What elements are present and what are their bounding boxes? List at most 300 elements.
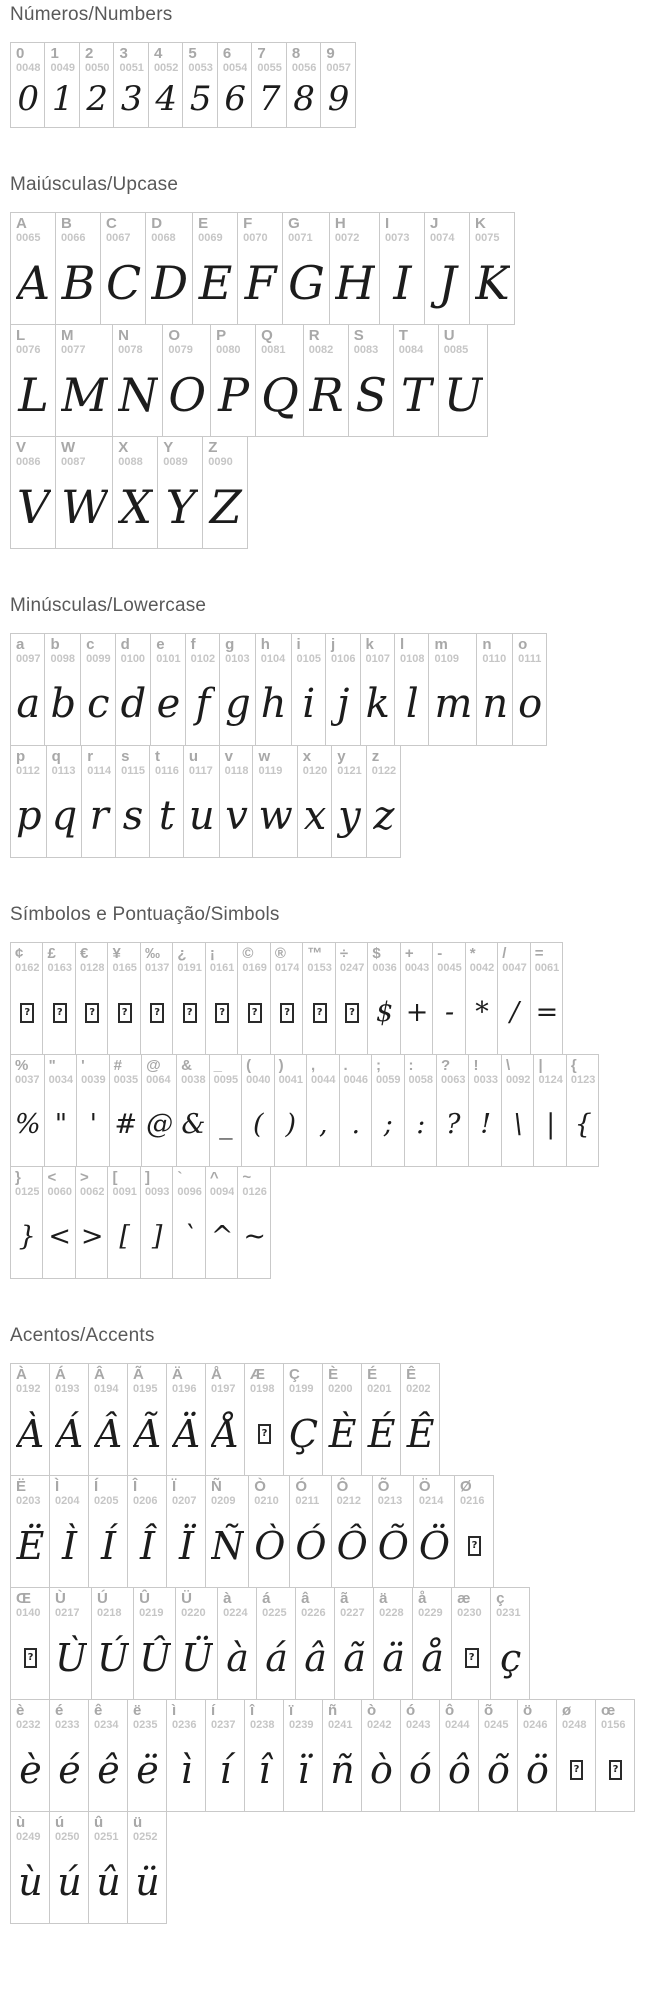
char-cell xyxy=(166,1363,206,1476)
char-cell xyxy=(88,1363,128,1476)
char-cell xyxy=(55,436,113,549)
char-glyph: 5 xyxy=(189,79,212,120)
char-label: 5 xyxy=(188,45,197,62)
char-unicode-code: 0244 xyxy=(445,1718,470,1731)
char-unicode-code: 0101 xyxy=(156,652,181,665)
char-unicode-code: 0191 xyxy=(177,961,202,974)
char-glyph: Y xyxy=(165,479,196,534)
char-label: È xyxy=(328,1366,339,1383)
char-row xyxy=(10,212,661,325)
char-label: Æ xyxy=(250,1366,265,1383)
char-cell xyxy=(76,1054,109,1167)
char-label: u xyxy=(188,748,199,765)
char-cell xyxy=(140,1166,173,1279)
char-unicode-code: 0048 xyxy=(16,61,41,74)
missing-glyph-box-icon: ? xyxy=(150,1003,164,1023)
char-cell xyxy=(10,1811,50,1924)
char-glyph: E xyxy=(198,255,233,310)
char-glyph: Ú xyxy=(97,1635,130,1680)
char-unicode-code: 0061 xyxy=(534,961,560,974)
char-label: Í xyxy=(94,1478,99,1495)
glyph-area xyxy=(340,976,364,1051)
char-row xyxy=(10,1587,661,1700)
char-unicode-code: 0059 xyxy=(376,1073,401,1086)
char-cell xyxy=(44,1054,77,1167)
char-glyph: r xyxy=(89,792,109,839)
char-cell xyxy=(107,942,140,1055)
char-glyph: 6 xyxy=(224,79,246,120)
char-label: ® xyxy=(274,945,286,962)
char-unicode-code: 0038 xyxy=(181,1073,206,1086)
char-unicode-code: 0241 xyxy=(328,1718,353,1731)
char-label: Ô xyxy=(336,1478,349,1495)
char-glyph: h xyxy=(260,680,287,727)
char-cell xyxy=(237,1166,270,1279)
char-cell xyxy=(282,212,330,325)
char-unicode-code: 0046 xyxy=(343,1073,369,1086)
char-unicode-code: 0091 xyxy=(112,1185,137,1198)
char-cell xyxy=(400,1699,440,1812)
char-cell xyxy=(244,1363,284,1476)
char-cell xyxy=(244,1699,284,1812)
char-cell xyxy=(46,745,83,858)
char-label: ú xyxy=(55,1814,65,1831)
section-title: Minúsculas/Lowercase xyxy=(10,595,207,616)
char-label: Z xyxy=(208,439,218,456)
char-glyph: c xyxy=(87,680,110,727)
char-unicode-code: 0197 xyxy=(211,1382,236,1395)
char-glyph: P xyxy=(218,367,250,422)
char-glyph: e xyxy=(156,680,181,727)
char-unicode-code: 0085 xyxy=(443,343,469,356)
char-cell xyxy=(404,1054,437,1167)
char-cell xyxy=(205,1363,245,1476)
char-label: Ä xyxy=(172,1366,183,1383)
char-unicode-code: 0231 xyxy=(496,1606,521,1619)
char-glyph: 1 xyxy=(51,79,74,120)
missing-glyph-box-icon: ? xyxy=(258,1424,272,1444)
char-cell xyxy=(566,1054,599,1167)
char-label: ) xyxy=(278,1057,284,1074)
char-label: . xyxy=(343,1057,348,1074)
char-label: Ö xyxy=(418,1478,431,1495)
missing-glyph-box-icon: ? xyxy=(24,1648,38,1668)
char-unicode-code: 0071 xyxy=(288,231,313,244)
char-cell xyxy=(205,942,238,1055)
char-label: g xyxy=(225,636,235,653)
char-cell xyxy=(393,324,439,437)
char-row xyxy=(10,1699,661,1812)
char-label: 8 xyxy=(291,45,301,62)
char-label: Å xyxy=(211,1366,222,1383)
char-label: b xyxy=(50,636,60,653)
char-cell xyxy=(49,1363,89,1476)
char-unicode-code: 0095 xyxy=(213,1073,239,1086)
char-cell xyxy=(335,942,368,1055)
char-cell xyxy=(251,42,286,128)
char-glyph: Â xyxy=(94,1411,123,1456)
char-cell xyxy=(361,1363,401,1476)
char-label: # xyxy=(113,1057,122,1074)
char-cell xyxy=(322,1699,362,1812)
char-cell xyxy=(497,942,530,1055)
char-cell xyxy=(75,1166,108,1279)
char-label: | xyxy=(538,1057,543,1074)
char-glyph: Ñ xyxy=(211,1523,245,1568)
char-label: X xyxy=(118,439,129,456)
char-unicode-code: 0109 xyxy=(434,652,459,665)
char-unicode-code: 0105 xyxy=(296,652,322,665)
char-label: p xyxy=(16,748,26,765)
char-glyph: : xyxy=(416,1109,426,1141)
char-label: t xyxy=(154,748,160,765)
char-cell xyxy=(115,633,152,746)
char-label: æ xyxy=(457,1590,471,1607)
char-label: á xyxy=(262,1590,271,1607)
char-unicode-code: 0220 xyxy=(181,1606,206,1619)
char-cell xyxy=(476,633,513,746)
char-unicode-code: 0216 xyxy=(460,1494,485,1507)
char-label: _ xyxy=(213,1057,222,1074)
char-label: T xyxy=(398,327,408,344)
char-glyph: l xyxy=(405,680,419,727)
char-unicode-code: 0112 xyxy=(16,764,40,777)
char-label: V xyxy=(16,439,27,456)
char-label: : xyxy=(408,1057,414,1074)
char-unicode-code: 0079 xyxy=(168,343,193,356)
char-label: Î xyxy=(133,1478,138,1495)
char-unicode-code: 0214 xyxy=(418,1494,444,1507)
char-cell xyxy=(107,1166,140,1279)
char-glyph: x xyxy=(303,792,327,839)
char-unicode-code: 0140 xyxy=(16,1606,41,1619)
char-glyph: C xyxy=(106,255,142,310)
char-cell xyxy=(149,745,184,858)
char-label: Ï xyxy=(172,1478,177,1495)
missing-glyph-box-icon: ? xyxy=(468,1536,482,1556)
char-cell xyxy=(10,324,56,437)
char-glyph: ë xyxy=(136,1747,159,1792)
char-label: x xyxy=(302,748,312,765)
char-label: ] xyxy=(144,1169,150,1186)
char-unicode-code: 0084 xyxy=(398,343,424,356)
char-cell xyxy=(217,42,252,128)
char-label: / xyxy=(502,945,507,962)
char-label: Ü xyxy=(181,1590,192,1607)
char-label: C xyxy=(106,215,117,232)
char-label: ä xyxy=(379,1590,388,1607)
char-cell xyxy=(331,1475,373,1588)
char-unicode-code: 0251 xyxy=(94,1830,119,1843)
char-cell xyxy=(556,1699,596,1812)
char-cell xyxy=(530,942,563,1055)
char-cell xyxy=(325,633,360,746)
char-cell xyxy=(127,1363,167,1476)
char-glyph: Û xyxy=(139,1635,172,1680)
char-label: v xyxy=(224,748,233,765)
char-cell xyxy=(49,1475,89,1588)
char-unicode-code: 0044 xyxy=(311,1073,336,1086)
char-glyph: | xyxy=(546,1109,556,1141)
char-glyph: ü xyxy=(135,1859,160,1904)
char-cell xyxy=(81,745,116,858)
char-unicode-code: 0097 xyxy=(16,652,41,665)
char-glyph: 3 xyxy=(120,79,143,120)
char-glyph: v xyxy=(225,792,248,839)
char-label: ¿ xyxy=(177,945,187,962)
char-label: a xyxy=(16,636,25,653)
char-glyph: D xyxy=(151,255,189,310)
char-label: Ù xyxy=(55,1590,66,1607)
char-glyph: Ì xyxy=(61,1523,77,1568)
char-row xyxy=(10,745,661,858)
char-cell xyxy=(91,1587,134,1700)
glyph-area xyxy=(242,976,266,1051)
char-label: h xyxy=(260,636,270,653)
char-unicode-code: 0233 xyxy=(55,1718,80,1731)
char-unicode-code: 0035 xyxy=(113,1073,139,1086)
char-label: w xyxy=(258,748,271,765)
glyph-area xyxy=(112,976,136,1051)
char-unicode-code: 0126 xyxy=(242,1185,267,1198)
char-label: ~ xyxy=(242,1169,252,1186)
char-unicode-code: 0067 xyxy=(106,231,131,244)
char-label: n xyxy=(482,636,492,653)
char-cell xyxy=(270,942,303,1055)
char-unicode-code: 0062 xyxy=(79,1185,105,1198)
char-unicode-code: 0063 xyxy=(440,1073,466,1086)
char-unicode-code: 0203 xyxy=(16,1494,41,1507)
char-cell xyxy=(49,1811,89,1924)
char-cell xyxy=(175,1587,218,1700)
char-cell xyxy=(432,942,465,1055)
charmap-section xyxy=(10,1325,661,1924)
char-cell xyxy=(237,942,270,1055)
char-label: Û xyxy=(139,1590,150,1607)
char-cell xyxy=(44,633,81,746)
char-unicode-code: 0202 xyxy=(406,1382,431,1395)
char-cell xyxy=(10,1054,45,1167)
char-label: , xyxy=(311,1057,316,1074)
char-cell xyxy=(366,745,401,858)
char-label: ë xyxy=(133,1702,142,1719)
char-label: F xyxy=(243,215,253,232)
char-glyph: } xyxy=(18,1221,36,1253)
char-unicode-code: 0248 xyxy=(562,1718,587,1731)
char-label: ê xyxy=(94,1702,103,1719)
char-label: í xyxy=(211,1702,216,1719)
char-label: Â xyxy=(94,1366,105,1383)
char-glyph: i xyxy=(302,680,316,727)
char-cell xyxy=(428,633,477,746)
char-unicode-code: 0212 xyxy=(336,1494,362,1507)
char-glyph: V xyxy=(16,479,51,534)
char-label: ç xyxy=(496,1590,505,1607)
char-cell xyxy=(88,1699,128,1812)
char-row xyxy=(10,324,661,437)
char-label: U xyxy=(443,327,455,344)
char-unicode-code: 0224 xyxy=(223,1606,248,1619)
char-unicode-code: 0039 xyxy=(81,1073,106,1086)
missing-glyph-box-icon: ? xyxy=(248,1003,262,1023)
char-row xyxy=(10,1363,661,1476)
section-title: Acentos/Accents xyxy=(10,1325,155,1346)
char-unicode-code: 0206 xyxy=(133,1494,158,1507)
char-unicode-code: 0052 xyxy=(153,61,179,74)
char-unicode-code: 0094 xyxy=(209,1185,235,1198)
char-unicode-code: 0120 xyxy=(302,764,328,777)
char-glyph: Ó xyxy=(295,1523,327,1568)
char-cell xyxy=(210,324,256,437)
missing-glyph-box-icon: ? xyxy=(609,1760,623,1780)
char-cell xyxy=(348,324,394,437)
char-row xyxy=(10,942,661,1055)
char-glyph: é xyxy=(58,1747,81,1792)
glyph-area xyxy=(250,1397,279,1472)
char-cell xyxy=(185,633,220,746)
char-cell xyxy=(361,1699,401,1812)
char-cell xyxy=(241,1054,274,1167)
char-unicode-code: 0161 xyxy=(209,961,235,974)
char-label: ó xyxy=(406,1702,416,1719)
char-label: % xyxy=(15,1057,29,1074)
glyph-area xyxy=(562,1733,591,1808)
char-glyph: R xyxy=(308,367,344,422)
char-label: ( xyxy=(246,1057,252,1074)
char-cell xyxy=(255,633,292,746)
char-glyph: X xyxy=(119,479,153,534)
char-row xyxy=(10,436,661,549)
char-glyph: ] xyxy=(151,1221,163,1253)
char-row xyxy=(10,1166,661,1279)
char-unicode-code: 0045 xyxy=(437,961,462,974)
char-cell xyxy=(334,1587,374,1700)
char-glyph: Î xyxy=(139,1523,155,1568)
char-label: Œ xyxy=(16,1590,31,1607)
char-glyph: { xyxy=(574,1109,592,1141)
char-label: L xyxy=(16,327,26,344)
char-cell xyxy=(166,1475,206,1588)
char-cell xyxy=(133,1587,176,1700)
char-glyph: U xyxy=(443,367,483,422)
char-glyph: # xyxy=(114,1109,138,1141)
char-cell xyxy=(145,212,193,325)
char-label: } xyxy=(15,1169,21,1186)
char-cell xyxy=(371,1054,404,1167)
char-label: ü xyxy=(133,1814,143,1831)
char-cell xyxy=(205,1699,245,1812)
char-cell xyxy=(10,633,45,746)
char-cell xyxy=(176,1054,209,1167)
char-glyph: L xyxy=(18,367,49,422)
char-unicode-code: 0070 xyxy=(243,231,268,244)
glyph-area xyxy=(275,976,299,1051)
char-label: â xyxy=(301,1590,310,1607)
char-cell xyxy=(141,1054,177,1167)
char-unicode-code: 0232 xyxy=(16,1718,41,1731)
char-cell xyxy=(42,942,75,1055)
char-cell xyxy=(248,1475,290,1588)
char-cell xyxy=(394,633,429,746)
char-unicode-code: 0169 xyxy=(242,961,267,974)
char-label: i xyxy=(296,636,301,653)
char-label: o xyxy=(518,636,528,653)
char-unicode-code: 0153 xyxy=(307,961,332,974)
char-glyph: ; xyxy=(383,1109,393,1141)
char-unicode-code: 0204 xyxy=(55,1494,80,1507)
char-unicode-code: 0199 xyxy=(289,1382,314,1395)
char-glyph: s xyxy=(122,792,144,839)
char-cell xyxy=(367,942,400,1055)
missing-glyph-box-icon: ? xyxy=(215,1003,229,1023)
section-title: Números/Numbers xyxy=(10,4,173,25)
char-label: Ë xyxy=(16,1478,27,1495)
char-unicode-code: 0064 xyxy=(146,1073,171,1086)
char-label: * xyxy=(469,945,476,962)
char-glyph: 2 xyxy=(86,79,109,120)
char-unicode-code: 0211 xyxy=(295,1494,320,1507)
char-unicode-code: 0080 xyxy=(216,343,241,356)
char-label: E xyxy=(198,215,209,232)
char-unicode-code: 0042 xyxy=(469,961,495,974)
char-unicode-code: 0162 xyxy=(15,961,40,974)
char-unicode-code: 0227 xyxy=(340,1606,365,1619)
char-unicode-code: 0193 xyxy=(55,1382,80,1395)
char-glyph: ò xyxy=(370,1747,393,1792)
char-glyph: À xyxy=(16,1411,45,1456)
charmap-section xyxy=(10,174,661,549)
char-cell xyxy=(10,1166,43,1279)
char-cell xyxy=(172,1166,205,1279)
char-unicode-code: 0230 xyxy=(457,1606,482,1619)
char-glyph: q xyxy=(51,792,78,839)
char-label: Ø xyxy=(460,1478,472,1495)
char-cell xyxy=(237,212,283,325)
char-label: e xyxy=(156,636,165,653)
char-cell xyxy=(256,1587,296,1700)
char-cell xyxy=(162,324,211,437)
char-cell xyxy=(331,745,366,858)
char-unicode-code: 0194 xyxy=(94,1382,119,1395)
char-cell xyxy=(79,42,114,128)
char-label: " xyxy=(48,1057,56,1074)
char-label: \ xyxy=(505,1057,511,1074)
char-unicode-code: 0118 xyxy=(224,764,249,777)
char-label: ¡ xyxy=(209,945,215,962)
char-unicode-code: 0098 xyxy=(50,652,75,665)
char-label: P xyxy=(216,327,227,344)
char-glyph: . xyxy=(351,1109,361,1141)
char-cell xyxy=(202,436,248,549)
char-glyph: H xyxy=(334,255,375,310)
char-label: Q xyxy=(261,327,273,344)
char-cell xyxy=(289,1475,331,1588)
char-unicode-code: 0065 xyxy=(16,231,41,244)
char-cell xyxy=(360,633,395,746)
charmap-section xyxy=(10,595,661,858)
char-cell xyxy=(438,324,488,437)
char-label: è xyxy=(16,1702,25,1719)
char-label: ¢ xyxy=(15,945,24,962)
char-label: ö xyxy=(523,1702,533,1719)
missing-glyph-box-icon: ? xyxy=(280,1003,294,1023)
char-label: y xyxy=(337,748,346,765)
char-glyph: d xyxy=(120,680,147,727)
char-unicode-code: 0053 xyxy=(188,61,213,74)
char-cell xyxy=(451,1587,491,1700)
char-unicode-code: 0076 xyxy=(16,343,41,356)
char-label: 0 xyxy=(16,45,25,62)
